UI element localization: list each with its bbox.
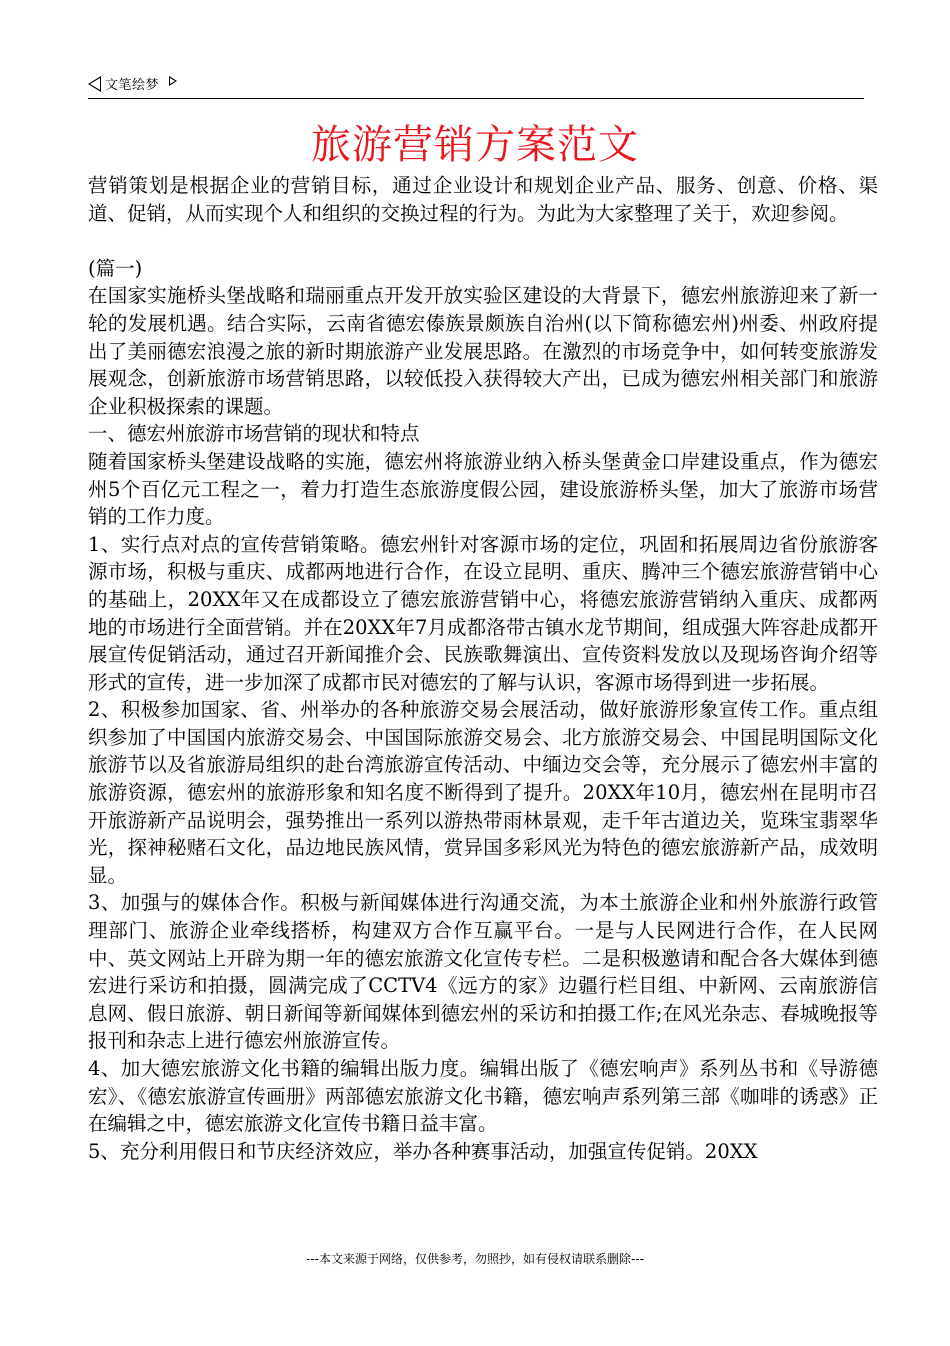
page-footer-notice: ---本文来源于网络，仅供参考，勿照抄，如有侵权请联系删除--- [306, 1252, 644, 1266]
header-brand: 文笔绘梦 [105, 78, 160, 93]
left-triangle-icon [88, 76, 101, 92]
body-paragraph: 3、加强与的媒体合作。积极与新闻媒体进行沟通交流，为本土旅游企业和州外旅游行政管理部门、旅游企业牵线搭桥，构建双方合作互赢平台。一是与人民网进行合作，在人民网中、英文网站上开辟为期一年的德宏旅游文化宣传专栏。二是积极邀请和配合各大媒体到德宏进行采访和拍摄，圆满完成了CCTV4《远方的家》边疆行栏目组、中新网、云南旅游信息网、假日旅游、朝日新闻等新闻媒体到德宏州的采访和拍摄工作;在风光杂志、春城晚报等报刊和杂志上进行德宏州旅游宣传。 [88, 891, 878, 1053]
body-paragraph: 1、实行点对点的宣传营销策略。德宏州针对客源市场的定位，巩固和拓展周边省份旅游客源市场，积极与重庆、成都两地进行合作，在设立昆明、重庆、腾冲三个德宏旅游营销中心的基础上，20XX年又在成都设立了德宏旅游营销中心，将德宏旅游营销纳入重庆、成都两地的市场进行全面营销。并在20XX年7月成都洛带古镇水龙节期间，组成强大阵容赴成都开展宣传促销活动，通过召开新闻推介会、民族歌舞演出、宣传资料发放以及现场咨询介绍等形式的宣传，进一步加深了成都市民对德宏的了解与认识，客源市场得到进一步拓展。 [88, 532, 878, 694]
section-label: (篇一) [88, 256, 143, 280]
header-brand-group [88, 74, 177, 93]
body-paragraph: 随着国家桥头堡建设战略的实施，德宏州将旅游业纳入桥头堡黄金口岸建设重点，作为德宏州5个百亿元工程之一，着力打造生态旅游度假公园，建设旅游桥头堡，加大了旅游市场营销的工作力度。 [88, 449, 878, 529]
body-paragraph: 2、积极参加国家、省、州举办的各种旅游交易会展活动，做好旅游形象宣传工作。重点组织参加了中国国内旅游交易会、中国国际旅游交易会、北方旅游交易会、中国昆明国际文化旅游节以及省旅游局组织的赴台湾旅游宣传活动、中缅边交会等，充分展示了德宏州丰富的旅游资源，德宏州的旅游形象和知名度不断得到了提升。20XX年10月，德宏州在昆明市召开旅游新产品说明会，强势推出一系列以游热带雨林景观，走千年古道边关，览珠宝翡翠华光，探神秘赌石文化，品边地民族风情，赏异国多彩风光为特色的德宏旅游新产品，成效明显。 [88, 698, 878, 887]
right-triangle-icon [169, 76, 177, 86]
page-header [88, 74, 864, 99]
document-body [88, 172, 878, 1165]
paragraph-spacer [88, 227, 878, 255]
body-paragraph: 在国家实施桥头堡战略和瑞丽重点开发开放实验区建设的大背景下，德宏州旅游迎来了新一轮的发展机遇。结合实际，云南省德宏傣族景颇族自治州(以下简称德宏州)州委、州政府提出了美丽德宏浪漫之旅的新时期旅游产业发展思路。在激烈的市场竞争中，如何转变旅游发展观念，创新旅游市场营销思路，以较低投入获得较大产出，已成为德宏州相关部门和旅游企业积极探索的课题。 [88, 284, 878, 418]
body-paragraph: 5、充分利用假日和节庆经济效应，举办各种赛事活动，加强宣传促销。20XX [88, 1139, 758, 1163]
document-title: 旅游营销方案范文 [311, 122, 639, 168]
intro-paragraph: 营销策划是根据企业的营销目标，通过企业设计和规划企业产品、服务、创意、价格、渠道、促销，从而实现个人和组织的交换过程的行为。为此为大家整理了关于，欢迎参阅。 [88, 174, 878, 225]
body-paragraph: 4、加大德宏旅游文化书籍的编辑出版力度。编辑出版了《德宏响声》系列丛书和《导游德宏》、《德宏旅游宣传画册》两部德宏旅游文化书籍，德宏响声系列第三部《咖啡的诱惑》正在编辑之中，德宏旅游文化宣传书籍日益丰富。 [88, 1057, 878, 1136]
section-heading: 一、德宏州旅游市场营销的现状和特点 [88, 422, 420, 446]
